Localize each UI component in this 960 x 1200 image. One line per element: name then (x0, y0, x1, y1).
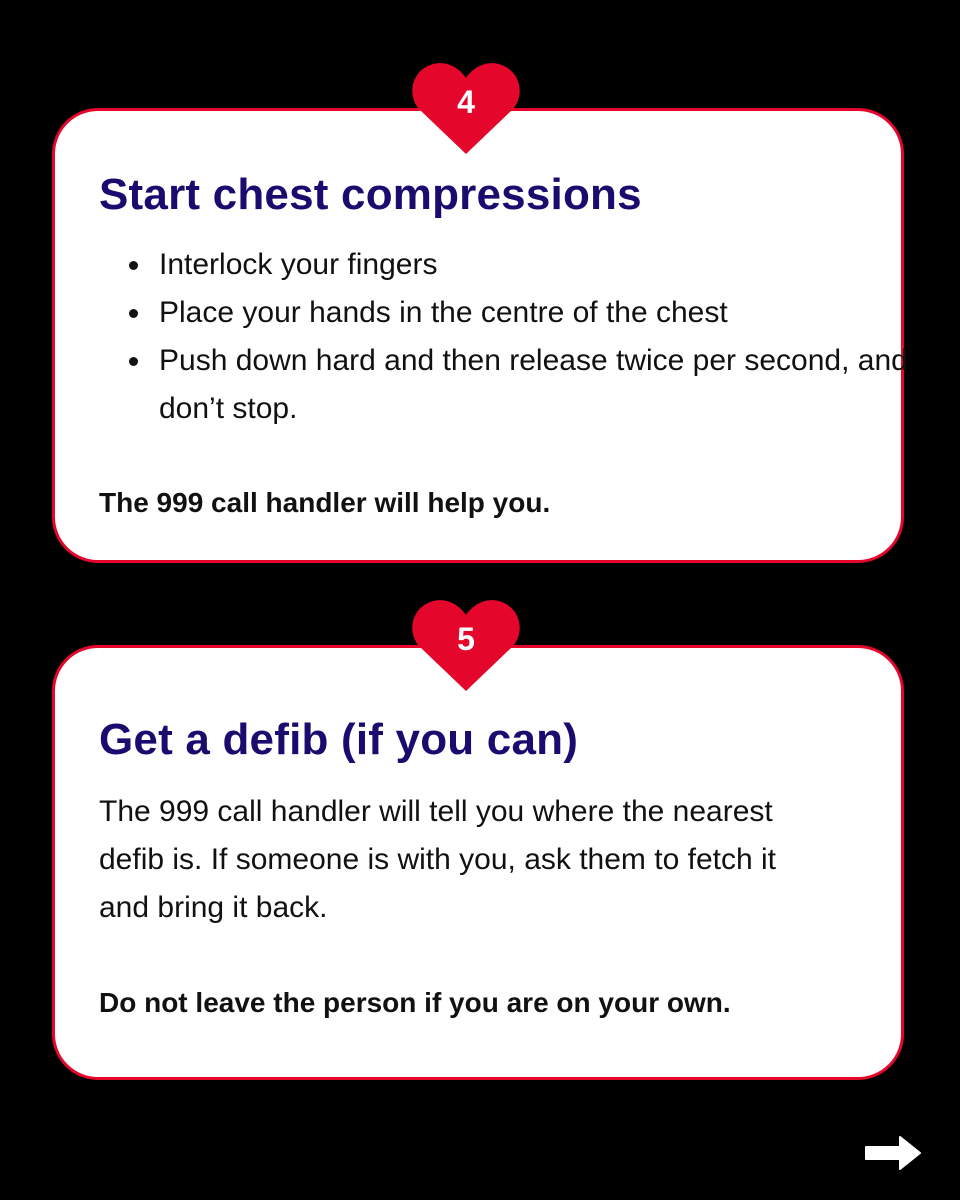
bullet-text: Interlock your fingers (159, 248, 438, 281)
bullet-text: Push down hard and then release twice per second, and don’t stop. (159, 344, 908, 425)
bullet-icon (129, 261, 138, 270)
step-card-4 (52, 108, 908, 563)
list-item (159, 289, 919, 337)
heart-icon (412, 597, 520, 693)
step-number: 5 (457, 621, 475, 657)
step-note: Do not leave the person if you are on your own. (99, 987, 731, 1018)
step-title: Start chest compressions (99, 170, 642, 219)
step-body: The 999 call handler will tell you where the nearest defib is. If someone is with you, ask them to fetch it and bring it back. (99, 795, 776, 924)
step-number: 4 (457, 84, 475, 120)
heart-icon (412, 60, 520, 156)
list-item (159, 337, 919, 433)
step-title: Get a defib (if you can) (99, 715, 579, 764)
step-bullet-list (115, 241, 919, 433)
bullet-icon (129, 309, 138, 318)
arrow-right-icon[interactable] (862, 1134, 924, 1172)
step-note: The 999 call handler will help you. (99, 487, 551, 518)
bullet-text: Place your hands in the centre of the chest (159, 296, 728, 329)
step-card-5 (52, 645, 904, 1080)
bullet-icon (129, 357, 138, 366)
list-item (159, 241, 919, 289)
